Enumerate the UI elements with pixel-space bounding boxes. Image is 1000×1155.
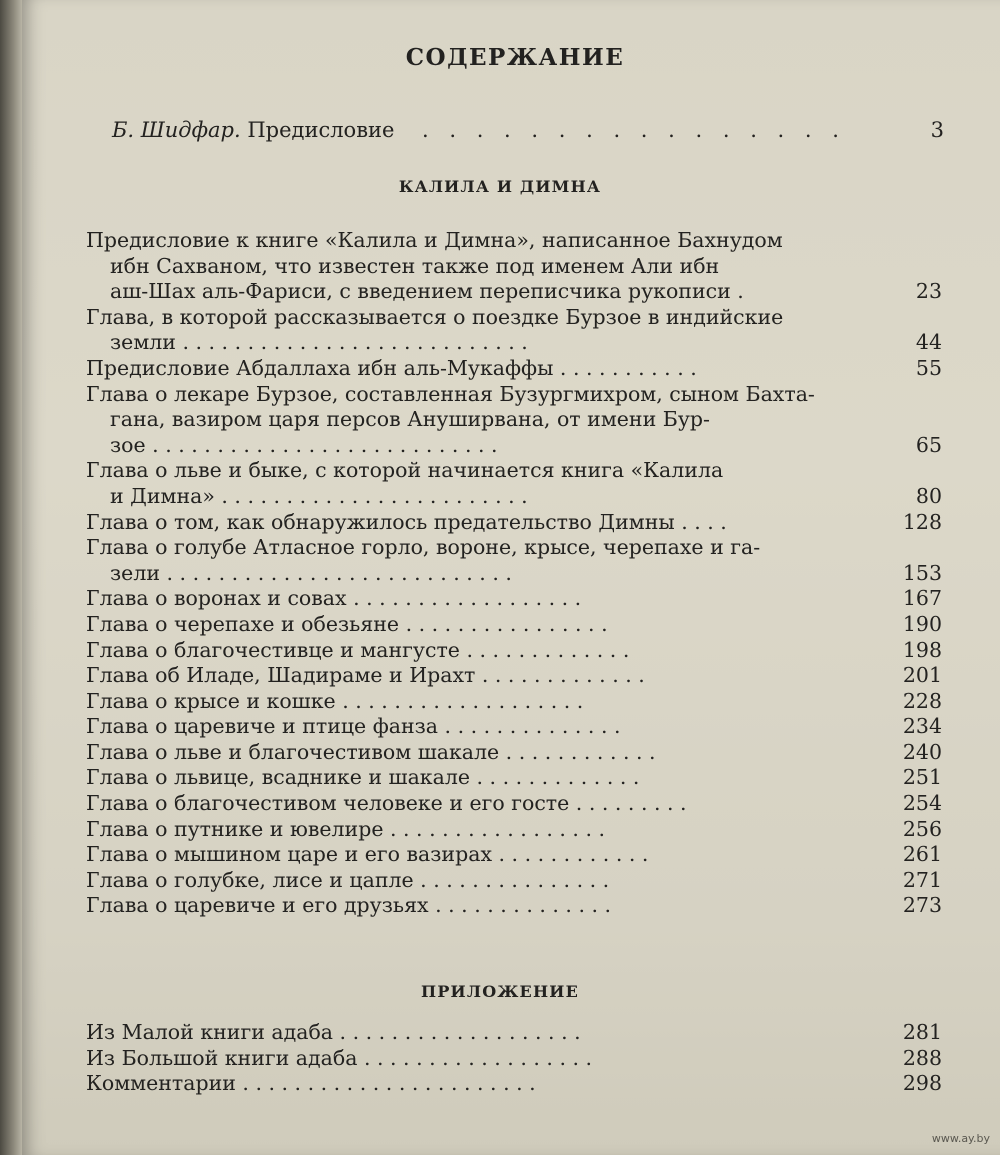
entry-title [86, 689, 942, 715]
page-number: 234 [902, 714, 942, 739]
entry-title [86, 228, 942, 305]
entry-title-line: и Димна» . . . . . . . . . . . . . . . . . . . . . . . . [110, 483, 528, 508]
toc-entry [86, 612, 942, 638]
page-number: 80 [915, 483, 942, 508]
page-number: 23 [915, 279, 942, 304]
toc-entry [86, 458, 942, 509]
toc-entry [86, 1046, 942, 1072]
entry-title [86, 1046, 942, 1072]
entry-title [86, 535, 942, 586]
entry-title [86, 765, 942, 791]
toc-entry [86, 740, 942, 766]
entry-title-line: гана, вазиром царя персов Ануширвана, от имени Бур- [110, 407, 710, 432]
page-number: 3 [930, 118, 944, 142]
entry-title-line: Глава о мышином царе и его вазирах . . . . . . . . . . . . [86, 842, 649, 867]
entry-title [86, 740, 942, 766]
page-number: 281 [902, 1020, 942, 1044]
leader-dots: . . . . . . . . . . . . . . . . [422, 118, 846, 142]
entry-title-line: Глава об Иладе, Шадираме и Ирахт . . . . . . . . . . . . . [86, 663, 645, 688]
page-number: 190 [902, 611, 942, 636]
entry-title [86, 382, 942, 459]
page-number: 271 [902, 867, 942, 892]
page-number: 55 [915, 355, 942, 380]
entry-title-line: Глава о черепахе и обезьяне . . . . . . . . . . . . . . . . [86, 611, 608, 636]
watermark: www.ay.by [931, 1132, 990, 1145]
section-heading-kalila: КАЛИЛА И ДИМНА [398, 177, 602, 196]
entry-title-line: Глава о крысе и кошке . . . . . . . . . . . . . . . . . . . [86, 688, 584, 713]
entry-title-line: Глава о льве и быке, с которой начинается книга «Калила [86, 458, 724, 483]
toc-entry [86, 791, 942, 817]
entry-title-line: аш-Шах аль-Фариси, с введением переписчика рукописи . [110, 279, 744, 304]
entry-title-line: Глава о воронах и совах . . . . . . . . . . . . . . . . . . [86, 586, 582, 611]
entry-title [86, 510, 942, 536]
toc-entry [86, 1020, 942, 1046]
page-number: 240 [902, 739, 942, 764]
entry-title [86, 458, 942, 509]
toc-entry [86, 689, 942, 715]
entry-title [86, 638, 942, 664]
toc-entry [86, 842, 942, 868]
entry-title [86, 356, 942, 382]
entry-title-line: Предисловие к книге «Калила и Димна», написанное Бахнудом [86, 228, 783, 252]
toc-entry [86, 228, 942, 305]
page-number: 228 [902, 688, 942, 713]
toc-entry [86, 714, 942, 740]
page-number: 167 [902, 586, 942, 611]
page-number: 298 [902, 1071, 942, 1096]
entry-title-line: Глава о льве и благочестивом шакале . . . . . . . . . . . . [86, 739, 656, 764]
toc-entry [86, 765, 942, 791]
appendix-list [86, 1020, 942, 1097]
entry-title [86, 612, 942, 638]
toc-list [86, 228, 942, 919]
entry-title-line: Глава о благочестивом человеке и его госте . . . . . . . . . [86, 791, 687, 816]
entry-title [86, 305, 942, 356]
toc-entry [86, 663, 942, 689]
page-number: 44 [915, 330, 942, 355]
toc-entry [86, 893, 942, 919]
entry-title-line: зое . . . . . . . . . . . . . . . . . . . . . . . . . . . [110, 432, 498, 457]
entry-title [86, 586, 942, 612]
toc-entry [86, 535, 942, 586]
entry-title-line: Глава о том, как обнаружилось предательство Димны . . . . [86, 509, 727, 534]
toc-entry [86, 868, 942, 894]
entry-title [86, 791, 942, 817]
page-number: 288 [902, 1045, 942, 1070]
page-number: 261 [902, 842, 942, 867]
entry-title [86, 1071, 942, 1097]
entry-title [86, 817, 942, 843]
page-number: 65 [915, 432, 942, 457]
entry-title-line: Комментарии . . . . . . . . . . . . . . . . . . . . . . . [86, 1071, 536, 1096]
page-number: 256 [902, 816, 942, 841]
entry-title [86, 663, 942, 689]
entry-title-line: Глава о львице, всаднике и шакале . . . . . . . . . . . . . [86, 765, 640, 790]
entry-title-line: Глава о царевиче и его друзьях . . . . . . . . . . . . . . [86, 893, 612, 918]
entry-title-line: зели . . . . . . . . . . . . . . . . . . . . . . . . . . . [110, 560, 512, 585]
section-heading-appendix: ПРИЛОЖЕНИЕ [421, 982, 579, 1001]
toc-entry [86, 1071, 942, 1097]
toc-entry [86, 817, 942, 843]
page-number: 201 [902, 663, 942, 688]
page-number: 251 [902, 765, 942, 790]
page-title: СОДЕРЖАНИЕ [405, 44, 625, 71]
page-number: 254 [902, 791, 942, 816]
page-number: 153 [902, 560, 942, 585]
toc-entry [86, 586, 942, 612]
entry-title-line: Глава, в которой рассказывается о поездке Бурзое в индийские [86, 304, 784, 329]
page-number: 273 [902, 893, 942, 918]
toc-entry [86, 382, 942, 459]
entry-title [86, 893, 942, 919]
preface-author: Б. Шидфар. [112, 118, 241, 142]
preface-title: Предисловие [247, 118, 395, 142]
page-number: 128 [902, 509, 942, 534]
entry-title-line: Глава о благочестивце и мангусте . . . . . . . . . . . . . [86, 637, 630, 662]
toc-entry [86, 638, 942, 664]
entry-title-line: Предисловие Абдаллаха ибн аль-Мукаффы . . . . . . . . . . . [86, 355, 697, 380]
toc-entry-preface [112, 118, 944, 148]
entry-title-line: Глава о путнике и ювелире . . . . . . . . . . . . . . . . . [86, 816, 606, 841]
page-number: 198 [902, 637, 942, 662]
entry-title-line: ибн Сахваном, что известен также под именем Али ибн [110, 253, 720, 278]
entry-title-line: Из Малой книги адаба . . . . . . . . . . . . . . . . . . . [86, 1020, 581, 1044]
entry-title-line: Из Большой книги адаба . . . . . . . . . . . . . . . . . . [86, 1045, 593, 1070]
entry-title [86, 714, 942, 740]
toc-entry [86, 510, 942, 536]
entry-title-line: Глава о царевиче и птице фанза . . . . . . . . . . . . . . [86, 714, 621, 739]
entry-title-line: Глава о лекаре Бурзое, составленная Бузургмихром, сыном Бахта- [86, 381, 815, 406]
entry-title [86, 868, 942, 894]
entry-title-line: Глава о голубе Атласное горло, вороне, крысе, черепахе и га- [86, 535, 761, 560]
toc-entry [86, 305, 942, 356]
entry-title-line: земли . . . . . . . . . . . . . . . . . . . . . . . . . . . [110, 330, 528, 355]
toc-entry [86, 356, 942, 382]
entry-title-line: Глава о голубке, лисе и цапле . . . . . . . . . . . . . . . [86, 867, 610, 892]
entry-title [86, 1020, 942, 1046]
entry-title [86, 842, 942, 868]
